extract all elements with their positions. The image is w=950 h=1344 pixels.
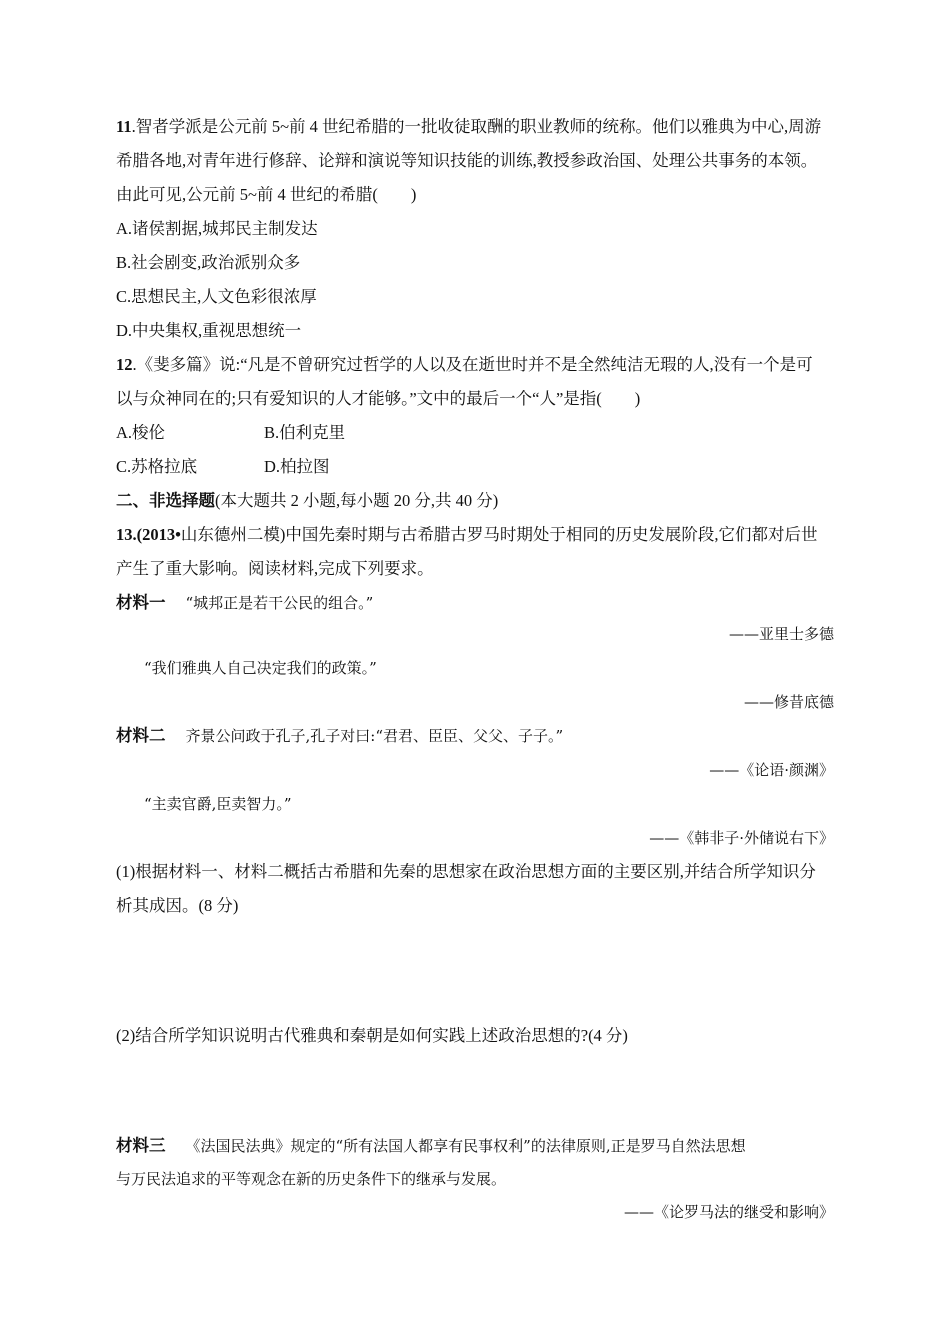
q13-line-1 xyxy=(116,523,836,547)
q12-option-a: A.梭伦 xyxy=(116,423,166,442)
q13-sub2: (2)结合所学知识说明古代雅典和秦朝是如何实践上述政治思想的?(4 分) xyxy=(116,1026,628,1045)
material-1-author-2: ——修昔底德 xyxy=(743,693,834,711)
material-3-line-1: 《法国民法典》规定的“所有法国人都享有民事权利”的法律原则,正是罗马自然法思想 xyxy=(185,1137,746,1155)
material-1-quote-1: “城邦正是若干公民的组合。” xyxy=(185,594,374,612)
q11-option-a: A.诸侯割据,城邦民主制发达 xyxy=(116,219,318,238)
section-note: (本大题共 2 小题,每小题 20 分,共 40 分) xyxy=(215,491,499,510)
material-2-label: 材料二 xyxy=(116,726,166,745)
q13-number: 13 xyxy=(116,525,133,544)
q12-options-row-2 xyxy=(116,455,836,479)
material-3-line-2: 与万民法追求的平等观念在新的历史条件下的继承与发展。 xyxy=(116,1170,507,1188)
material-1-quote-2: “我们雅典人自己决定我们的政策。” xyxy=(144,659,377,677)
q12-text-1: .《斐多篇》说:“凡是不曾研究过哲学的人以及在逝世时并不是全然纯洁无瑕的人,没有一个是可 xyxy=(132,355,813,374)
q12-number: 12 xyxy=(116,355,133,374)
material-1-label: 材料一 xyxy=(116,593,166,612)
q12-line-1 xyxy=(116,353,836,377)
q11-line-2: 希腊各地,对青年进行修辞、论辩和演说等知识技能的训练,教授参政治国、处理公共事务的本领。 xyxy=(116,151,818,170)
material-2-quote-2: “主卖官爵,臣卖智力。” xyxy=(144,795,292,813)
material-3-author: ——《论罗马法的继受和影响》 xyxy=(623,1203,834,1221)
q12-line-2: 以与众神同在的;只有爱知识的人才能够。”文中的最后一个“人”是指( ) xyxy=(116,389,641,408)
q11-line-1 xyxy=(116,115,836,139)
q13-source: .(2013• xyxy=(132,525,181,544)
q13-line-2: 产生了重大影响。阅读材料,完成下列要求。 xyxy=(116,559,434,578)
q13-sub1-line-1: (1)根据材料一、材料二概括古希腊和先秦的思想家在政治思想方面的主要区别,并结合所学知识分 xyxy=(116,862,816,881)
q11-number: 11 xyxy=(116,117,132,136)
material-2-author-1: ——《论语·颜渊》 xyxy=(709,761,834,779)
material-2-quote-1: 齐景公问政于孔子,孔子对曰:“君君、臣臣、父父、子子。” xyxy=(185,727,564,745)
q12-options-row-1 xyxy=(116,421,836,445)
q13-source-place: 山东德州二模 xyxy=(180,525,280,544)
material-1-row xyxy=(116,591,836,615)
material-2-row xyxy=(116,724,836,748)
q11-option-c: C.思想民主,人文色彩很浓厚 xyxy=(116,287,317,306)
q11-text-1: .智者学派是公元前 5~前 4 世纪希腊的一批收徒取酬的职业教师的统称。他们以雅典为中心,周游 xyxy=(131,117,822,136)
material-3-label: 材料三 xyxy=(116,1136,166,1155)
q11-option-d: D.中央集权,重视思想统一 xyxy=(116,321,302,340)
q11-option-b: B.社会剧变,政治派别众多 xyxy=(116,253,301,272)
q11-line-3: 由此可见,公元前 5~前 4 世纪的希腊( ) xyxy=(116,185,417,204)
q12-option-d: D.柏拉图 xyxy=(264,457,330,476)
section-title: 二、非选择题 xyxy=(116,491,215,510)
q13-sub1-line-2: 析其成因。(8 分) xyxy=(116,896,239,915)
q13-text-1: )中国先秦时期与古希腊古罗马时期处于相同的历史发展阶段,它们都对后世 xyxy=(279,525,818,544)
q12-option-c: C.苏格拉底 xyxy=(116,457,198,476)
q12-option-b: B.伯利克里 xyxy=(264,423,346,442)
material-3-row xyxy=(116,1134,836,1158)
section-heading xyxy=(116,489,836,513)
material-1-author-1: ——亚里士多德 xyxy=(728,625,834,643)
material-2-author-2: ——《韩非子·外储说右下》 xyxy=(649,829,834,847)
